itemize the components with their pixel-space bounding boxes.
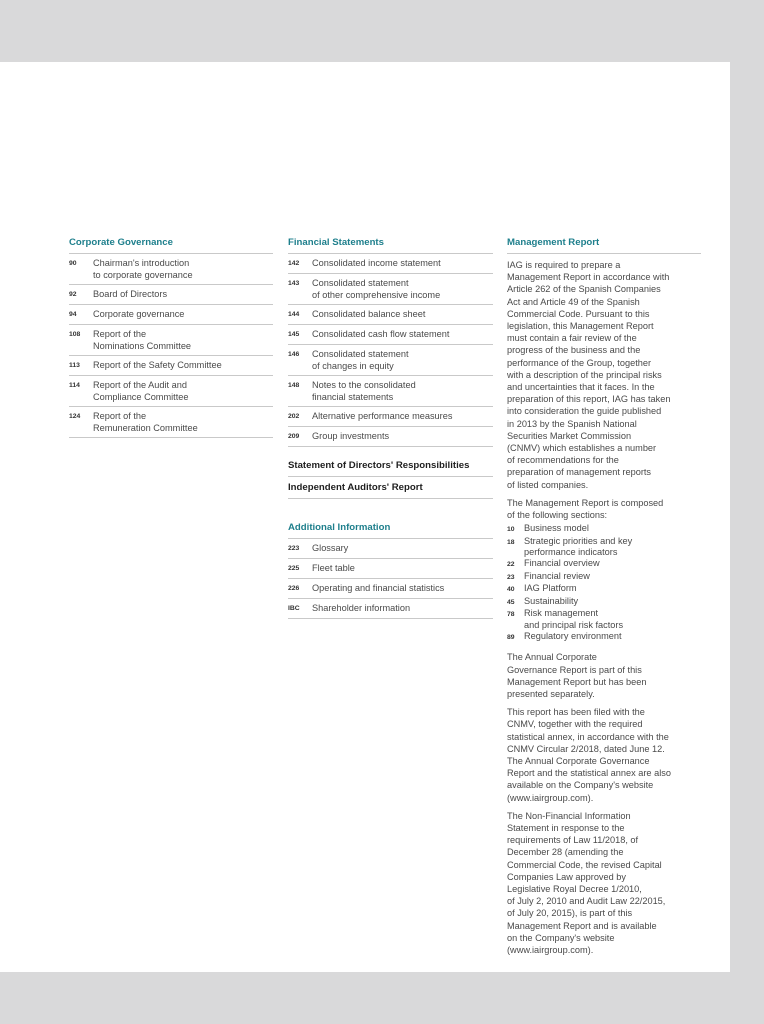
toc-item[interactable] [288, 274, 493, 305]
non-financial-statement-paragraph: The Non-Financial Information Statement in response to the requirements of Law 11/2018, of December 28 (amending the Commercial Code, the revised Capital Companies Law approved by Legislative Royal Decree 1/2010, of July 2, 2010 and Audit Law 22/2015, of July 20, 2015), is part of this Management Report and is available on the Company's website (www.iairgroup.com). [507, 810, 666, 955]
toc-label: Glossary [312, 543, 349, 553]
toc-item[interactable] [288, 539, 493, 559]
toc-item[interactable] [69, 305, 273, 325]
page-number: IBC [288, 605, 300, 612]
toc-item[interactable] [69, 376, 273, 407]
toc-label: Report of the Nominations Committee [93, 329, 192, 351]
list-item[interactable] [507, 608, 701, 631]
section-heading-additional-information: Additional Information [288, 521, 493, 539]
toc-label: Report of the Audit and Compliance Committee [93, 380, 189, 402]
management-sections-intro: The Management Report is composed of the following sections: [507, 497, 664, 521]
list-label: Financial review [524, 570, 590, 581]
list-label: Regulatory environment [524, 630, 622, 641]
additional-toc [288, 539, 493, 619]
section-heading-directors-responsibilities[interactable]: Statement of Directors' Responsibilities [288, 459, 493, 477]
toc-item[interactable] [69, 285, 273, 305]
page-number: 144 [288, 311, 300, 318]
list-label: Strategic priorities and key performance indicators [524, 535, 633, 558]
toc-item[interactable] [288, 345, 493, 376]
toc-item[interactable] [288, 305, 493, 325]
toc-label: Fleet table [312, 563, 355, 573]
toc-label: Consolidated statement of other comprehensive income [312, 278, 441, 300]
toc-item[interactable] [69, 325, 273, 356]
page-number: 92 [69, 291, 77, 298]
list-item[interactable] [507, 558, 701, 570]
section-heading-management-report: Management Report [507, 236, 701, 254]
financial-statements-column [288, 236, 493, 619]
page-number: 225 [288, 565, 300, 572]
page-number: 90 [69, 260, 77, 267]
list-item[interactable] [507, 596, 701, 608]
page-number: 94 [69, 311, 77, 318]
page-number: 22 [507, 561, 515, 569]
page-number: 223 [288, 545, 300, 552]
toc-label: Consolidated statement of changes in equity [312, 349, 409, 371]
toc-item[interactable] [288, 559, 493, 579]
list-item[interactable] [507, 631, 701, 643]
list-label: IAG Platform [524, 583, 577, 594]
list-item[interactable] [507, 536, 701, 559]
page-number: 148 [288, 382, 300, 389]
toc-label: Corporate governance [93, 309, 185, 319]
page-number: 45 [507, 598, 515, 606]
toc-label: Group investments [312, 431, 390, 441]
page-number: 124 [69, 413, 81, 420]
list-label: Business model [524, 523, 589, 534]
page [0, 62, 730, 972]
toc-item[interactable] [288, 407, 493, 427]
toc-item[interactable] [288, 254, 493, 274]
toc-item[interactable] [288, 427, 493, 447]
page-number: 89 [507, 633, 515, 641]
toc-label: Consolidated cash flow statement [312, 329, 450, 339]
page-number: 10 [507, 526, 515, 534]
corporate-governance-column [69, 236, 273, 438]
toc-item[interactable] [288, 579, 493, 599]
cnmv-filing-paragraph: This report has been filed with the CNMV, together with the required statistical annex, in accordance with the CNMV Circular 2/2018, dated June 12. The Annual Corporate Governance Report and the statistical annex are also available on the Company's website (www.iairgroup.com). [507, 707, 671, 803]
toc-label: Consolidated balance sheet [312, 309, 426, 319]
page-number: 108 [69, 331, 81, 338]
page-number: 113 [69, 362, 80, 369]
toc-label: Notes to the consolidated financial statements [312, 380, 416, 402]
page-number: 226 [288, 585, 300, 592]
management-sections-list [507, 523, 701, 643]
toc-label: Alternative performance measures [312, 411, 453, 421]
page-number: 143 [288, 280, 300, 287]
page-number: 114 [69, 382, 80, 389]
toc-item[interactable] [69, 407, 273, 438]
toc-label: Report of the Safety Committee [93, 360, 222, 370]
toc-label: Report of the Remuneration Committee [93, 411, 198, 433]
toc-label: Operating and financial statistics [312, 583, 445, 593]
management-report-column [507, 236, 701, 962]
section-heading-independent-auditors-report[interactable]: Independent Auditors' Report [288, 481, 493, 499]
toc-label: Consolidated income statement [312, 258, 441, 268]
page-number: 23 [507, 573, 515, 581]
list-label: Risk management and principal risk factors [524, 608, 624, 630]
page-number: 202 [288, 413, 300, 420]
list-item[interactable] [507, 523, 701, 535]
toc-item[interactable] [69, 254, 273, 285]
list-item[interactable] [507, 571, 701, 583]
toc-item[interactable] [288, 325, 493, 345]
toc-item[interactable] [69, 356, 273, 376]
financial-toc [288, 254, 493, 447]
toc-item[interactable] [288, 376, 493, 407]
page-number: 209 [288, 433, 300, 440]
page-number: 78 [507, 611, 515, 619]
section-heading-corporate-governance: Corporate Governance [69, 236, 273, 254]
governance-toc [69, 254, 273, 438]
page-number: 18 [507, 538, 515, 546]
page-number: 40 [507, 586, 515, 594]
management-intro-paragraph: IAG is required to prepare a Management Report in accordance with Article 262 of the Spanish Companies Act and Article 49 of the Spanish Commercial Code. Pursuant to this legislation, this Management Report must contain a fair review of the progress of the business and the performance of the Group, together with a description of the principal risks and uncertainties that it faces. In the preparation of this report, IAG has taken into consideration the guide published in 2013 by the Spanish National Securities Market Commission (CNMV) which establishes a number of recommendations for the preparation of management reports of listed companies. [507, 260, 671, 490]
page-number: 146 [288, 351, 300, 358]
toc-label: Shareholder information [312, 603, 411, 613]
toc-label: Board of Directors [93, 289, 168, 299]
toc-item[interactable] [288, 599, 493, 619]
list-label: Sustainability [524, 595, 579, 606]
toc-label: Chairman's introduction to corporate governance [93, 258, 193, 280]
governance-report-paragraph: The Annual Corporate Governance Report is part of this Management Report but has been presented separately. [507, 652, 647, 699]
page-number: 142 [288, 260, 300, 267]
section-heading-financial-statements: Financial Statements [288, 236, 493, 254]
list-item[interactable] [507, 583, 701, 595]
list-label: Financial overview [524, 558, 600, 569]
page-number: 145 [288, 331, 300, 338]
